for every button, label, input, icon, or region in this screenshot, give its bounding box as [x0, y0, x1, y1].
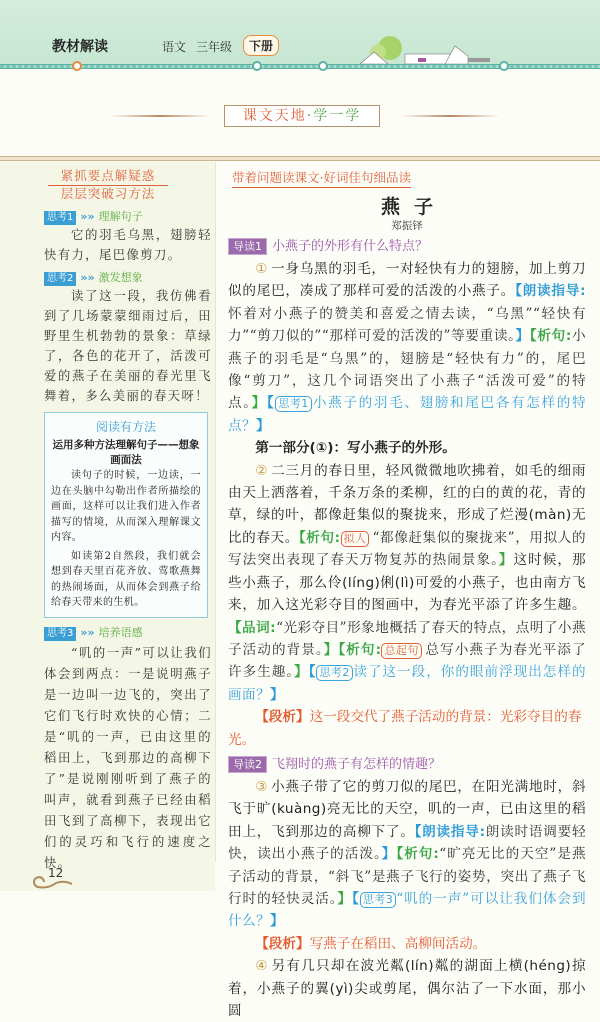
note-label: 【 — [308, 664, 317, 681]
think-header — [44, 268, 212, 286]
think-header — [44, 623, 212, 641]
technique-tag: 总起句 — [381, 643, 421, 659]
note-text: 小燕子的羽毛是“乌黑”的，翅膀是“轻快有力”的，尾巴像“剪刀”，这几个词语突出了小燕子“活泼可爱”的特点。 — [228, 328, 587, 412]
think-question: “叽的一声”可以让我们体会到什么？ — [228, 890, 586, 930]
banner-right: ·学一学 — [306, 108, 362, 124]
banner-line — [400, 115, 500, 117]
right-heading: 带着问题读课文·好词佳句细品读 — [232, 170, 411, 188]
chevron-icon: »» — [80, 271, 95, 284]
subject: 语文 — [162, 40, 187, 54]
note-label: 】 — [256, 417, 271, 434]
method-paragraph: 如读第2自然段，我们就会想到春天里百花齐放、莺歌燕舞的热闹场面，从而体会到燕子给给春天带来的生机。 — [51, 550, 201, 608]
analysis-label: 【段析】 — [255, 709, 310, 726]
part-summary: 第一部分(①)：写小燕子的外形。 — [255, 440, 456, 457]
page-header — [0, 0, 600, 66]
think-body: 读了这一段，我仿佛看到了几场蒙蒙细雨过后，田野里生机勃勃的景象：草绿了，各色的花开了，活泼可爱的燕子在美丽的春光里飞舞着，多么美丽的春天呀！ — [44, 289, 212, 403]
bamboo-divider — [0, 156, 600, 161]
technique-tag: 拟人 — [341, 531, 370, 547]
think-tag: 思考1 — [275, 396, 311, 412]
lesson-text — [228, 196, 586, 1022]
guide-question — [228, 754, 586, 776]
header-dot — [252, 61, 262, 71]
page-number: 12 — [48, 866, 64, 880]
analysis-label: 】 — [337, 890, 353, 907]
header-dot — [499, 61, 509, 71]
header-divider — [0, 64, 600, 69]
analysis-label: 【品词: — [228, 619, 277, 636]
note-label: 【朗读指导: — [414, 823, 486, 840]
note-text: 怀着对小燕子的赞美和喜爱之情去读，“乌黑”“轻快有力”“剪刀似的”“那样可爱的活泼的”等要重读。 — [228, 305, 586, 345]
note-label: 】 — [270, 913, 285, 930]
analysis-label: 【析句: — [529, 328, 572, 345]
text-paragraph — [228, 776, 586, 933]
paragraph-analysis — [228, 933, 586, 955]
left-heading-line2: 层层突破习方法 — [60, 186, 156, 201]
analysis-label: 】 — [498, 552, 514, 569]
think-title: 激发想象 — [98, 271, 143, 284]
analysis-label: 】【析句: — [323, 641, 382, 658]
left-heading-line1: 紧抓要点解疑惑 — [48, 168, 168, 186]
analysis-label: 【析句: — [396, 846, 440, 863]
note-label: 】 — [270, 686, 285, 703]
volume-badge: 下册 — [243, 35, 279, 56]
analysis-text: 这一段交代了燕子活动的背景：光彩夺目的春光。 — [228, 709, 582, 748]
guide-question — [228, 236, 586, 258]
lesson-title: 燕子 — [380, 196, 447, 218]
think-question: 读了这一段，你的眼前浮现出怎样的画面？ — [228, 664, 586, 703]
analysis-label: 【段析】 — [255, 935, 310, 952]
left-column — [44, 207, 212, 874]
think-tag: 思考3 — [44, 627, 76, 641]
think-title: 理解句子 — [98, 210, 143, 223]
note-text: 朗读时语调要轻快，读出小燕子的活泼。 — [228, 823, 586, 863]
think-header — [44, 207, 212, 225]
book-title: 教材解读 — [52, 39, 108, 55]
think-tag: 思考1 — [44, 211, 76, 225]
header-dot — [72, 61, 82, 71]
think-question: 小燕子的羽毛、翅膀和尾巴各有怎样的特点？ — [228, 395, 586, 434]
analysis-text: 写燕子在稻田、高柳间活动。 — [309, 935, 487, 952]
guide-text: 飞翔时的燕子有怎样的情趣？ — [272, 756, 442, 772]
reading-method-box — [44, 412, 208, 618]
body-text: 这时候，那些小燕子，那么伶(líng)俐(lì)可爱的小燕子，也由南方飞来，加入这光彩夺目的图画中，为春光平添了许多生趣。 — [228, 552, 587, 614]
think-1 — [44, 207, 212, 265]
method-paragraph: 读句子的时候，一边读，一边在头脑中勾勒出作者所描绘的画面，这样可以让我们进入作者描写的情境，从而深入理解课文内容。 — [51, 470, 201, 543]
note-text: 总写小燕子为春光平添了许多生趣。 — [228, 641, 586, 681]
lesson-author: 郑振铎 — [391, 220, 423, 232]
lesson-blocks — [228, 236, 586, 1022]
guide-tag: 导读2 — [228, 756, 267, 773]
paragraph-number: ① — [255, 261, 269, 277]
banner-line — [110, 115, 210, 117]
think-tag: 思考3 — [360, 892, 396, 908]
note-text: “旷亮无比的天空”是燕子活动的背景，“斜飞”是燕子飞行的姿势，突出了燕子飞行时的轻快灵活。 — [228, 846, 587, 907]
note-label: 【朗读指导: — [515, 283, 586, 300]
guide-text: 小燕子的外形有什么特点？ — [272, 239, 429, 254]
column-divider — [215, 162, 216, 862]
analysis-label: 】 — [294, 664, 309, 681]
analysis-label: 】 — [251, 395, 267, 412]
header-dot — [318, 61, 328, 71]
note-label: 】 — [381, 846, 397, 863]
think-body: 它的羽毛乌黑，翅膀轻快有力，尾巴像剪刀。 — [44, 228, 212, 262]
think-2 — [44, 268, 212, 406]
think-tag: 思考2 — [316, 665, 352, 681]
body-text: 小燕子带了它的剪刀似的尾巴，在阳光满地时，斜飞于旷(kuàng)亮无比的天空，叽的一声，已由这里的稻田上，飞到那边的高柳下了。 — [228, 778, 586, 840]
paragraph-number: ④ — [255, 958, 269, 975]
text-paragraph — [228, 258, 586, 437]
house-tree-illustration — [350, 36, 490, 64]
banner-left: 课文天地 — [242, 108, 307, 124]
grade: 三年级 — [196, 40, 233, 54]
text-paragraph — [228, 955, 586, 1022]
note-text: “都像赶集似的聚拢来”，用拟人的写法突出表现了春天万物复苏的热闹景象。 — [228, 529, 586, 569]
think-tag: 思考2 — [44, 272, 76, 286]
subject-grade — [162, 38, 242, 55]
body-text: 另有几只却在波光粼(lín)粼的湖面上横(héng)掠着，小燕子的翼(yì)尖或剪尾，偶尔沾了一下水面，那小圆 — [228, 958, 586, 1019]
note-text: “光彩夺目”形象地概括了春天的特点，点明了小燕子活动的背景。 — [228, 619, 586, 658]
left-heading — [48, 168, 168, 202]
body-text: 二三月的春日里，轻风微微地吹拂着，如毛的细雨由天上洒落着，千条万条的柔柳，红的白的黄的花，青的草，绿的叶，都像赶集似的聚拢来，形成了烂漫(màn)无比的春天。 — [228, 462, 586, 546]
note-label: 【 — [266, 395, 276, 412]
section-banner — [224, 105, 380, 127]
think-3 — [44, 623, 212, 874]
note-label: 】 — [515, 328, 530, 345]
think-title: 培养语感 — [98, 625, 143, 639]
text-paragraph — [228, 460, 586, 706]
paragraph-number: ③ — [255, 778, 269, 795]
analysis-label: 【析句: — [298, 529, 341, 546]
method-subtitle: 运用多种方法理解句子——想象画面法 — [52, 439, 200, 466]
chevron-icon: »» — [80, 625, 95, 639]
method-title: 阅读有方法 — [95, 420, 156, 434]
think-body: “叽的一声”可以让我们体会到两点：一是说明燕子是一边叫一边飞的，突出了它们飞行时欢快的心情；二是“叽的一声，已由这里的稻田上，飞到那边的高柳下了”是说刚刚听到了燕子的叫声，就看到燕子已经由稻田飞到了高柳下，表现出它们的灵巧和飞行的速度之快。 — [44, 645, 212, 870]
body-text: 一身乌黑的羽毛，一对轻快有力的翅膀，加上剪刀似的尾巴，凑成了那样可爱的活泼的小燕子。 — [228, 261, 586, 300]
paragraph-analysis — [228, 706, 586, 751]
note-label: 【 — [352, 890, 360, 907]
chevron-icon: »» — [80, 210, 95, 223]
paragraph-number: ② — [255, 462, 269, 479]
guide-tag: 导读1 — [228, 238, 267, 255]
